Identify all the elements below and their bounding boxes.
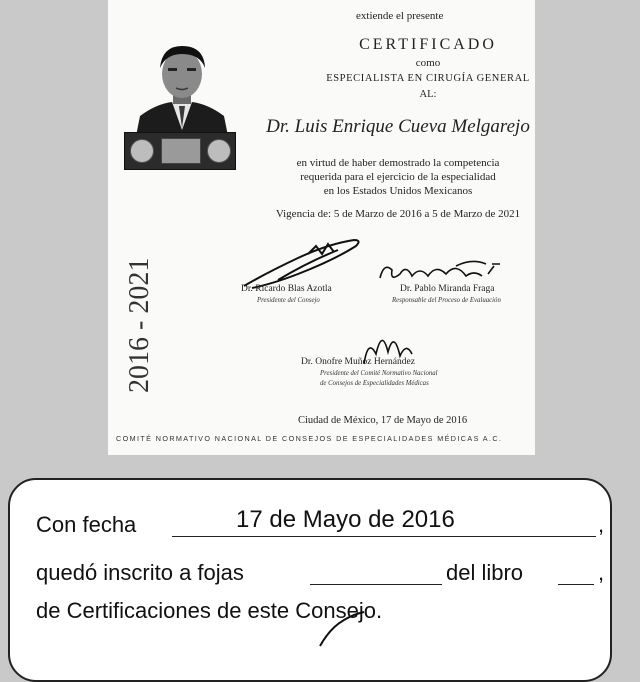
registration-card	[8, 478, 612, 682]
libro-blank	[558, 584, 594, 585]
comma: ,	[598, 560, 605, 585]
signature-1	[238, 232, 368, 292]
footer-organization: COMITÉ NORMATIVO NACIONAL DE CONSEJOS DE ESPECIALIDADES MÉDICAS A.C.	[116, 434, 503, 443]
body-line-3: en los Estados Unidos Mexicanos	[323, 185, 473, 197]
certificate-title: CERTIFICADO	[359, 36, 497, 53]
registration-date-label: Con fecha	[36, 512, 137, 537]
fojas-blank	[310, 584, 442, 585]
body-line-1: en virtud de haber demostrado la competencia	[296, 157, 500, 169]
intro-text: extiende el presente	[356, 10, 444, 22]
como-text: como	[415, 57, 441, 69]
certifications-text: de Certificaciones de este Consejo.	[36, 598, 383, 623]
validity-text: Vigencia de: 5 de Marzo de 2016 a 5 de Marzo de 2021	[275, 208, 521, 220]
recipient-name: Dr. Luis Enrique Cueva Melgarejo	[266, 116, 530, 137]
fojas-label: quedó inscrito a fojas	[36, 560, 244, 585]
signatory-3-name: Dr. Onofre Muñoz Hernández	[301, 357, 415, 367]
seal-emblem	[207, 139, 231, 163]
date-underline	[172, 536, 596, 537]
emblem-plate	[161, 138, 201, 164]
signatory-1-role: Presidente del Consejo	[257, 297, 320, 304]
libro-label: del libro	[446, 560, 524, 585]
signatory-2-role: Responsable del Proceso de Evaluación	[392, 297, 501, 304]
seal-strip	[124, 132, 236, 170]
comma: ,	[598, 512, 605, 537]
card-signature	[310, 608, 370, 648]
specialty-text: ESPECIALISTA EN CIRUGÍA GENERAL	[326, 73, 530, 84]
signatory-3-role-line-1: Presidente del Comité Normativo Nacional	[320, 370, 438, 377]
registration-date-value: 17 de Mayo de 2016	[236, 506, 455, 533]
body-line-2: requerida para el ejercicio de la especialidad	[300, 171, 496, 183]
seal-emblem	[130, 139, 154, 163]
validity-years: 2016 - 2021	[124, 257, 155, 393]
signatory-3-role-line-2: de Consejos de Especialidades Médicas	[320, 380, 429, 387]
portrait-photo	[126, 38, 238, 136]
al-text: AL:	[419, 89, 437, 100]
place-date: Ciudad de México, 17 de Mayo de 2016	[298, 415, 468, 426]
signatory-1-name: Dr. Ricardo Blas Azotla	[241, 284, 332, 294]
certificate-sheet	[108, 0, 535, 455]
signatory-2-name: Dr. Pablo Miranda Fraga	[400, 284, 495, 294]
